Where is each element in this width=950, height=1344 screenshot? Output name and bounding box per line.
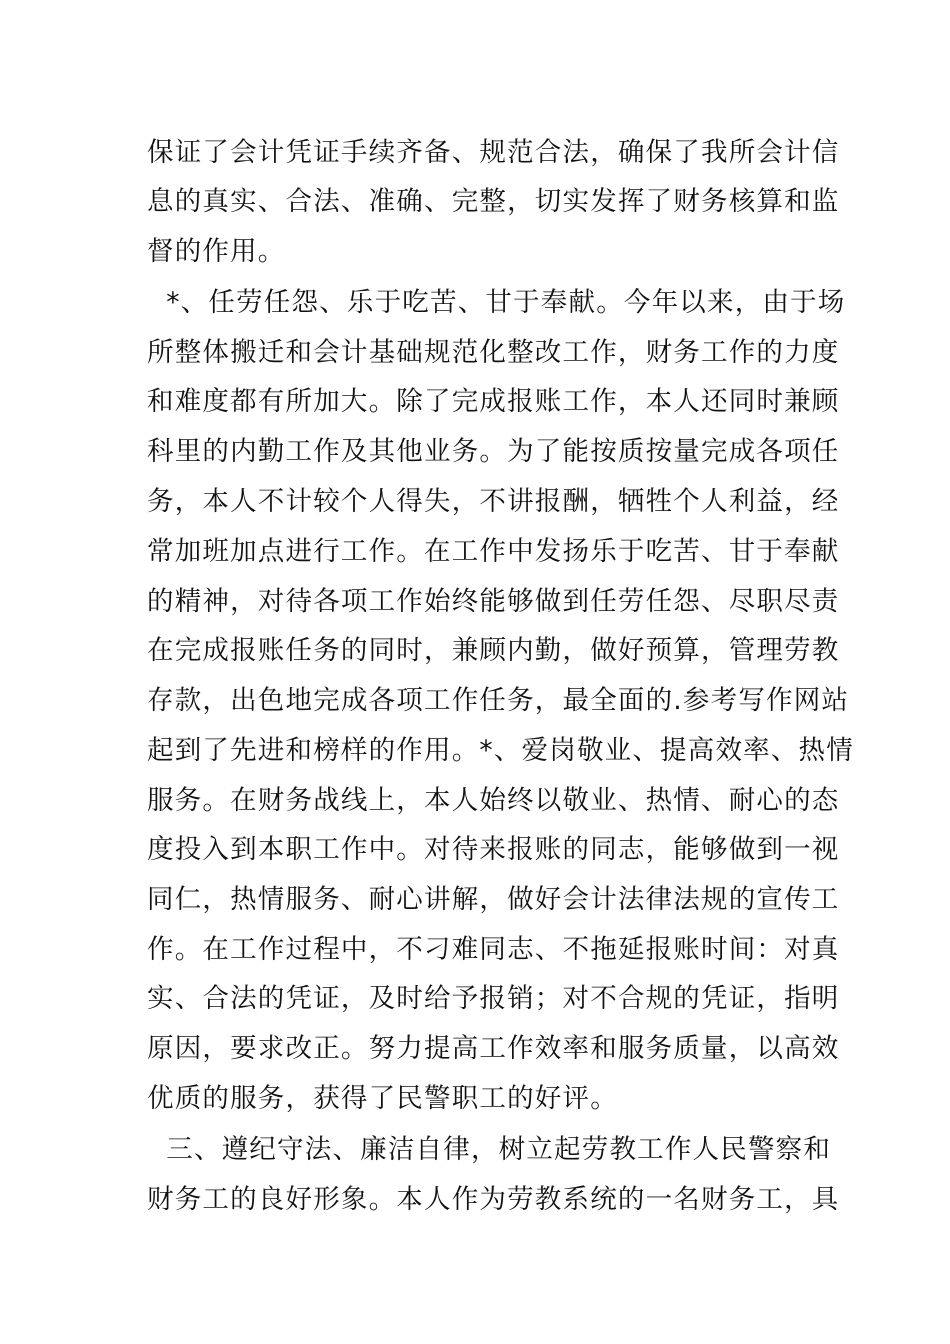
text-line: 财务工的良好形象。本人作为劳教系统的一名财务工，具	[147, 1184, 840, 1215]
text-line: 三、遵纪守法、廉洁自律，树立起劳教工作人民警察和	[147, 1134, 832, 1165]
text-line: 的精神，对待各项工作始终能够做到任劳任怨、尽职尽责	[147, 586, 840, 617]
text-line: 作。在工作过程中，不刁难同志、不拖延报账时间：对真	[147, 934, 840, 965]
text-line: 原因，要求改正。努力提高工作效率和服务质量，以高效	[147, 1033, 840, 1064]
text-line: 服务。在财务战线上，本人始终以敬业、热情、耐心的态	[147, 785, 840, 816]
text-line: 务，本人不计较个人得失，不讲报酬，牺牲个人利益，经	[147, 486, 840, 517]
text-line: 和难度都有所加大。除了完成报账工作，本人还同时兼顾	[147, 386, 840, 417]
text-line: 存款，出色地完成各项工作任务，最全面的.参考写作网站	[147, 685, 850, 716]
text-line: 起到了先进和榜样的作用。*、爱岗敬业、提高效率、热情	[147, 735, 854, 766]
text-line: 所整体搬迁和会计基础规范化整改工作，财务工作的力度	[147, 337, 840, 368]
text-line: 科里的内勤工作及其他业务。为了能按质按量完成各项任	[147, 436, 840, 467]
text-line: 实、合法的凭证，及时给予报销；对不合规的凭证，指明	[147, 983, 840, 1014]
text-line: 优质的服务，获得了民警职工的好评。	[147, 1083, 618, 1114]
text-line: 度投入到本职工作中。对待来报账的同志，能够做到一视	[147, 834, 840, 865]
text-line: 息的真实、合法、准确、完整，切实发挥了财务核算和监	[147, 186, 840, 217]
text-line: 在完成报账任务的同时，兼顾内勤，做好预算，管理劳教	[147, 635, 840, 666]
text-line: 保证了会计凭证手续齐备、规范合法，确保了我所会计信	[147, 137, 840, 168]
text-line: *、任劳任怨、乐于吃苦、甘于奉献。今年以来，由于场	[147, 287, 846, 318]
text-line: 同仁，热情服务、耐心讲解，做好会计法律法规的宣传工	[147, 884, 840, 915]
text-line: 常加班加点进行工作。在工作中发扬乐于吃苦、甘于奉献	[147, 536, 840, 567]
text-line: 督的作用。	[147, 236, 286, 267]
